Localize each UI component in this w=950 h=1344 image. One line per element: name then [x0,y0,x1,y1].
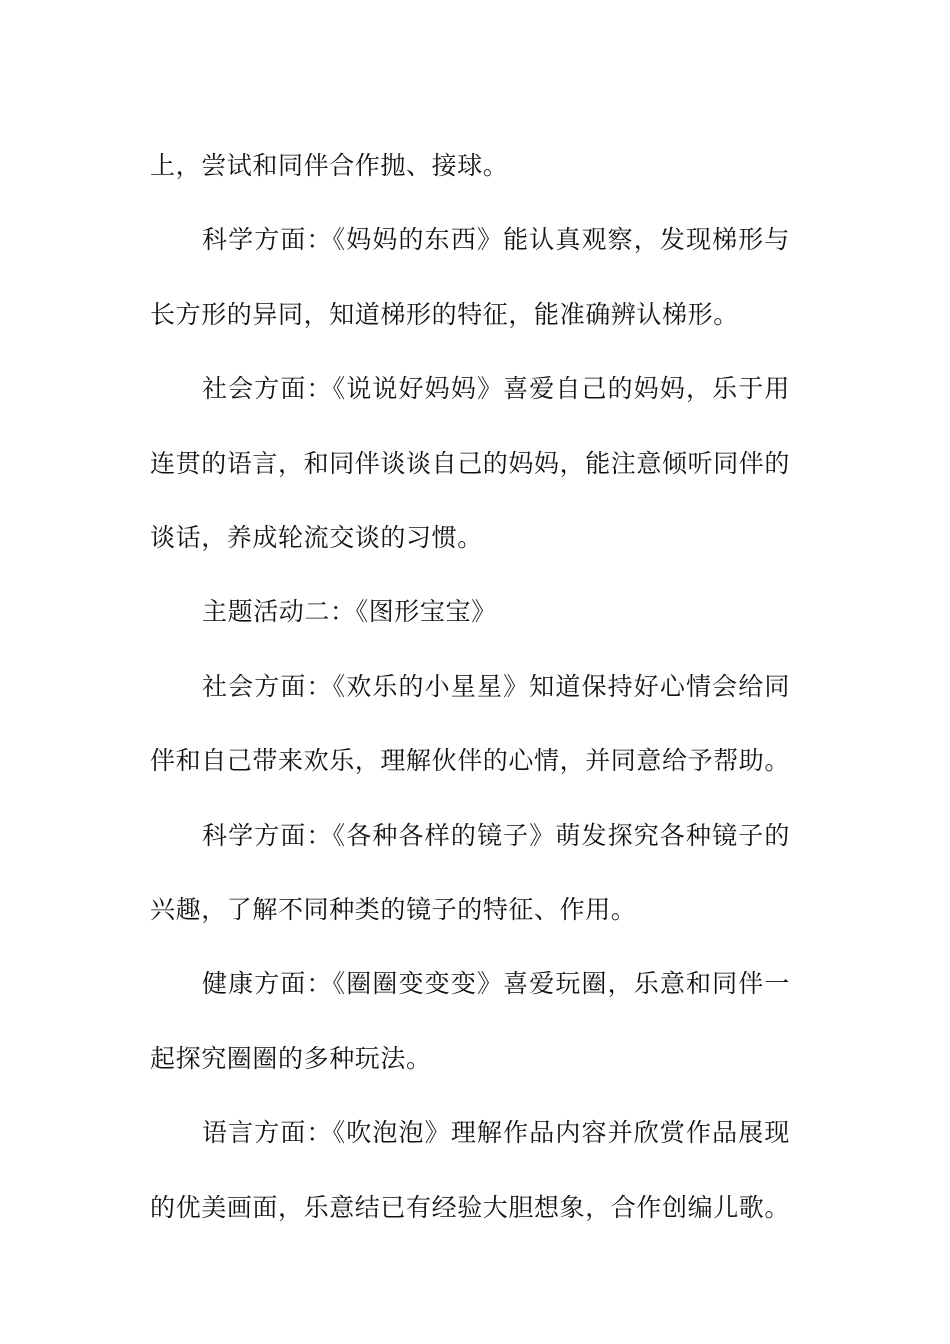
body-text [150,129,790,1245]
paragraph-science-mother-things: 科学方面：《妈妈的东西》能认真观察，发现梯形与长方形的异同，知道梯形的特征，能准确辨认梯形。 [150,225,790,329]
paragraph-continuation: 上，尝试和同伴合作抛、接球。 [150,151,509,180]
paragraph-language-bubbles: 语言方面：《吹泡泡》理解作品内容并欣赏作品展现的优美画面，乐意结已有经验大胆想象，合作创编儿歌。 [150,1118,791,1222]
paragraph-science-mirrors: 科学方面：《各种各样的镜子》萌发探究各种镜子的兴趣，了解不同种类的镜子的特征、作用。 [150,820,790,925]
paragraph-health-hoops: 健康方面：《圈圈变变变》喜爱玩圈，乐意和同伴一起探究圈圈的多种玩法。 [150,969,790,1073]
paragraph-theme-activity-two: 主题活动二：《图形宝宝》 [202,597,497,627]
paragraph-social-happy-star: 社会方面：《欢乐的小星星》知道保持好心情会给同伴和自己带来欢乐，理解伙伴的心情，并同意给予帮助。 [150,671,791,776]
paragraph-social-good-mother: 社会方面：《说说好妈妈》喜爱自己的妈妈，乐于用连贯的语言，和同伴谈谈自己的妈妈，能注意倾听同伴的谈话，养成轮流交谈的习惯。 [150,374,791,553]
